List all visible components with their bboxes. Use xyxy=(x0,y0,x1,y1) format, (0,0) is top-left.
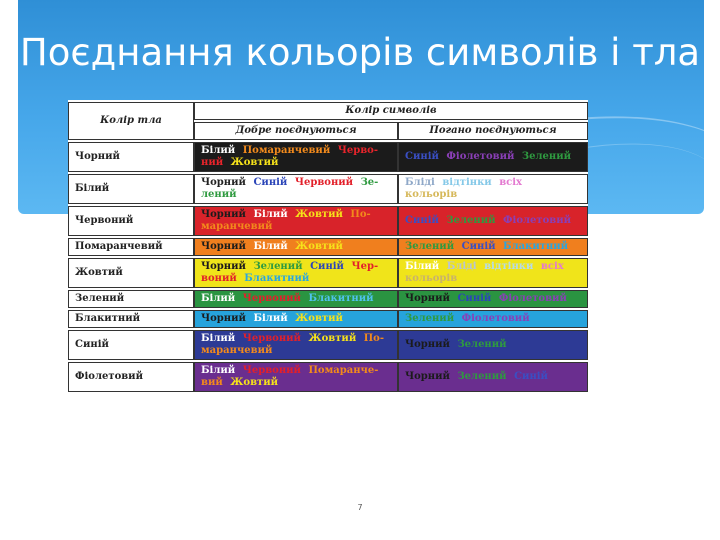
row-label: Помаранчевий xyxy=(68,238,194,256)
color-word: Чорний xyxy=(201,313,246,324)
color-word: Жовтий xyxy=(230,157,279,168)
color-word: Жовтий xyxy=(295,209,343,220)
row-label: Чорний xyxy=(68,142,194,172)
color-word: Червоний xyxy=(242,333,301,344)
bad-combination-cell xyxy=(398,330,588,360)
color-word: Блакитний xyxy=(308,293,374,304)
color-word: Чорний xyxy=(405,293,450,304)
color-word: відтінки xyxy=(484,261,534,272)
row-label: Блакитний xyxy=(68,310,194,328)
bad-combination-cell xyxy=(398,258,588,288)
good-combination-cell xyxy=(194,174,398,204)
color-word: Помаранчевий xyxy=(242,145,331,156)
color-word: Жовтий xyxy=(230,377,279,388)
color-word: всіх xyxy=(499,177,523,188)
color-combination-table-container xyxy=(68,100,588,494)
color-word: Фіолетовий xyxy=(498,293,567,304)
good-combination-cell xyxy=(194,142,398,172)
color-word: Блакитний xyxy=(244,273,310,284)
color-word: Черво-ний xyxy=(201,145,379,168)
color-word: Білий xyxy=(201,293,236,304)
bad-combination-cell xyxy=(398,310,588,328)
good-combination-cell xyxy=(194,362,398,392)
table-row xyxy=(68,174,588,204)
color-word: Червоний xyxy=(242,293,301,304)
color-word: Помаранче-вий xyxy=(201,365,379,388)
page-number: 7 xyxy=(357,503,363,512)
table-body xyxy=(68,142,588,392)
good-combination-cell xyxy=(194,290,398,308)
table-row xyxy=(68,258,588,288)
color-word: Зелений xyxy=(405,313,455,324)
color-word: Жовтий xyxy=(295,313,343,324)
color-word: Синій xyxy=(405,151,439,162)
color-word: Білий xyxy=(253,241,288,252)
row-label: Жовтий xyxy=(68,258,194,288)
header-background-color: Колір тла xyxy=(68,102,194,140)
color-word: кольорів xyxy=(405,273,458,284)
table-row xyxy=(68,290,588,308)
color-word: відтінки xyxy=(442,177,492,188)
header-symbol-color: Колір символів xyxy=(194,102,588,120)
color-word: Зелений xyxy=(446,215,496,226)
color-word: По-маранчевий xyxy=(201,333,384,356)
color-word: всіх xyxy=(540,261,564,272)
row-label: Червоний xyxy=(68,206,194,236)
color-word: Чорний xyxy=(201,177,246,188)
color-word: Чорний xyxy=(201,261,246,272)
table-row xyxy=(68,310,588,328)
color-word: Бліді xyxy=(446,261,477,272)
good-combination-cell xyxy=(194,258,398,288)
color-word: Чорний xyxy=(201,241,246,252)
color-word: Синій xyxy=(253,177,288,188)
good-combination-cell xyxy=(194,206,398,236)
bad-combination-cell xyxy=(398,174,588,204)
color-word: Зелений xyxy=(405,241,455,252)
row-label: Зелений xyxy=(68,290,194,308)
color-word: Чорний xyxy=(405,339,450,350)
color-word: Білий xyxy=(201,145,236,156)
color-word: Білий xyxy=(253,209,288,220)
header-bad-combination: Погано поєднуються xyxy=(398,122,588,140)
bad-combination-cell xyxy=(398,362,588,392)
bad-combination-cell xyxy=(398,206,588,236)
color-word: Синій xyxy=(457,293,492,304)
table-row xyxy=(68,330,588,360)
color-word: Зелений xyxy=(457,339,507,350)
row-label: Синій xyxy=(68,330,194,360)
color-word: Фіолетовий xyxy=(446,151,515,162)
header-good-combination: Добре поєднуються xyxy=(194,122,398,140)
color-word: Чорний xyxy=(405,371,450,382)
color-word: Зелений xyxy=(457,371,507,382)
good-combination-cell xyxy=(194,330,398,360)
color-word: Червоний xyxy=(242,365,301,376)
color-word: Білий xyxy=(253,313,288,324)
color-word: Синій xyxy=(514,371,548,382)
row-label: Фіолетовий xyxy=(68,362,194,392)
color-word: Зе-лений xyxy=(201,177,379,200)
color-word: Білий xyxy=(201,365,236,376)
color-word: Зелений xyxy=(253,261,303,272)
color-combination-table xyxy=(68,100,588,394)
bad-combination-cell xyxy=(398,238,588,256)
row-label: Білий xyxy=(68,174,194,204)
table-row xyxy=(68,142,588,172)
color-word: Зелений xyxy=(521,151,572,162)
color-word: По-маранчевий xyxy=(201,209,371,232)
color-word: Жовтий xyxy=(308,333,357,344)
color-word: Синій xyxy=(461,241,496,252)
color-word: Синій xyxy=(405,215,439,226)
good-combination-cell xyxy=(194,238,398,256)
color-word: Фіолетовий xyxy=(461,313,530,324)
table-row xyxy=(68,362,588,392)
table-row xyxy=(68,206,588,236)
color-word: Чер-воний xyxy=(201,261,379,284)
color-word: Білий xyxy=(201,333,236,344)
color-word: Синій xyxy=(310,261,344,272)
bad-combination-cell xyxy=(398,290,588,308)
color-word: кольорів xyxy=(405,189,458,200)
color-word: Білий xyxy=(405,261,440,272)
bad-combination-cell xyxy=(398,142,588,172)
color-word: Жовтий xyxy=(295,241,343,252)
color-word: Блакитний xyxy=(503,241,569,252)
color-word: Фіолетовий xyxy=(503,215,572,226)
table-row xyxy=(68,238,588,256)
color-word: Бліді xyxy=(405,177,435,188)
color-word: Червоний xyxy=(294,177,354,188)
color-word: Чорний xyxy=(201,209,246,220)
slide-title: Поєднання кольорів символів і тла xyxy=(19,31,701,74)
good-combination-cell xyxy=(194,310,398,328)
